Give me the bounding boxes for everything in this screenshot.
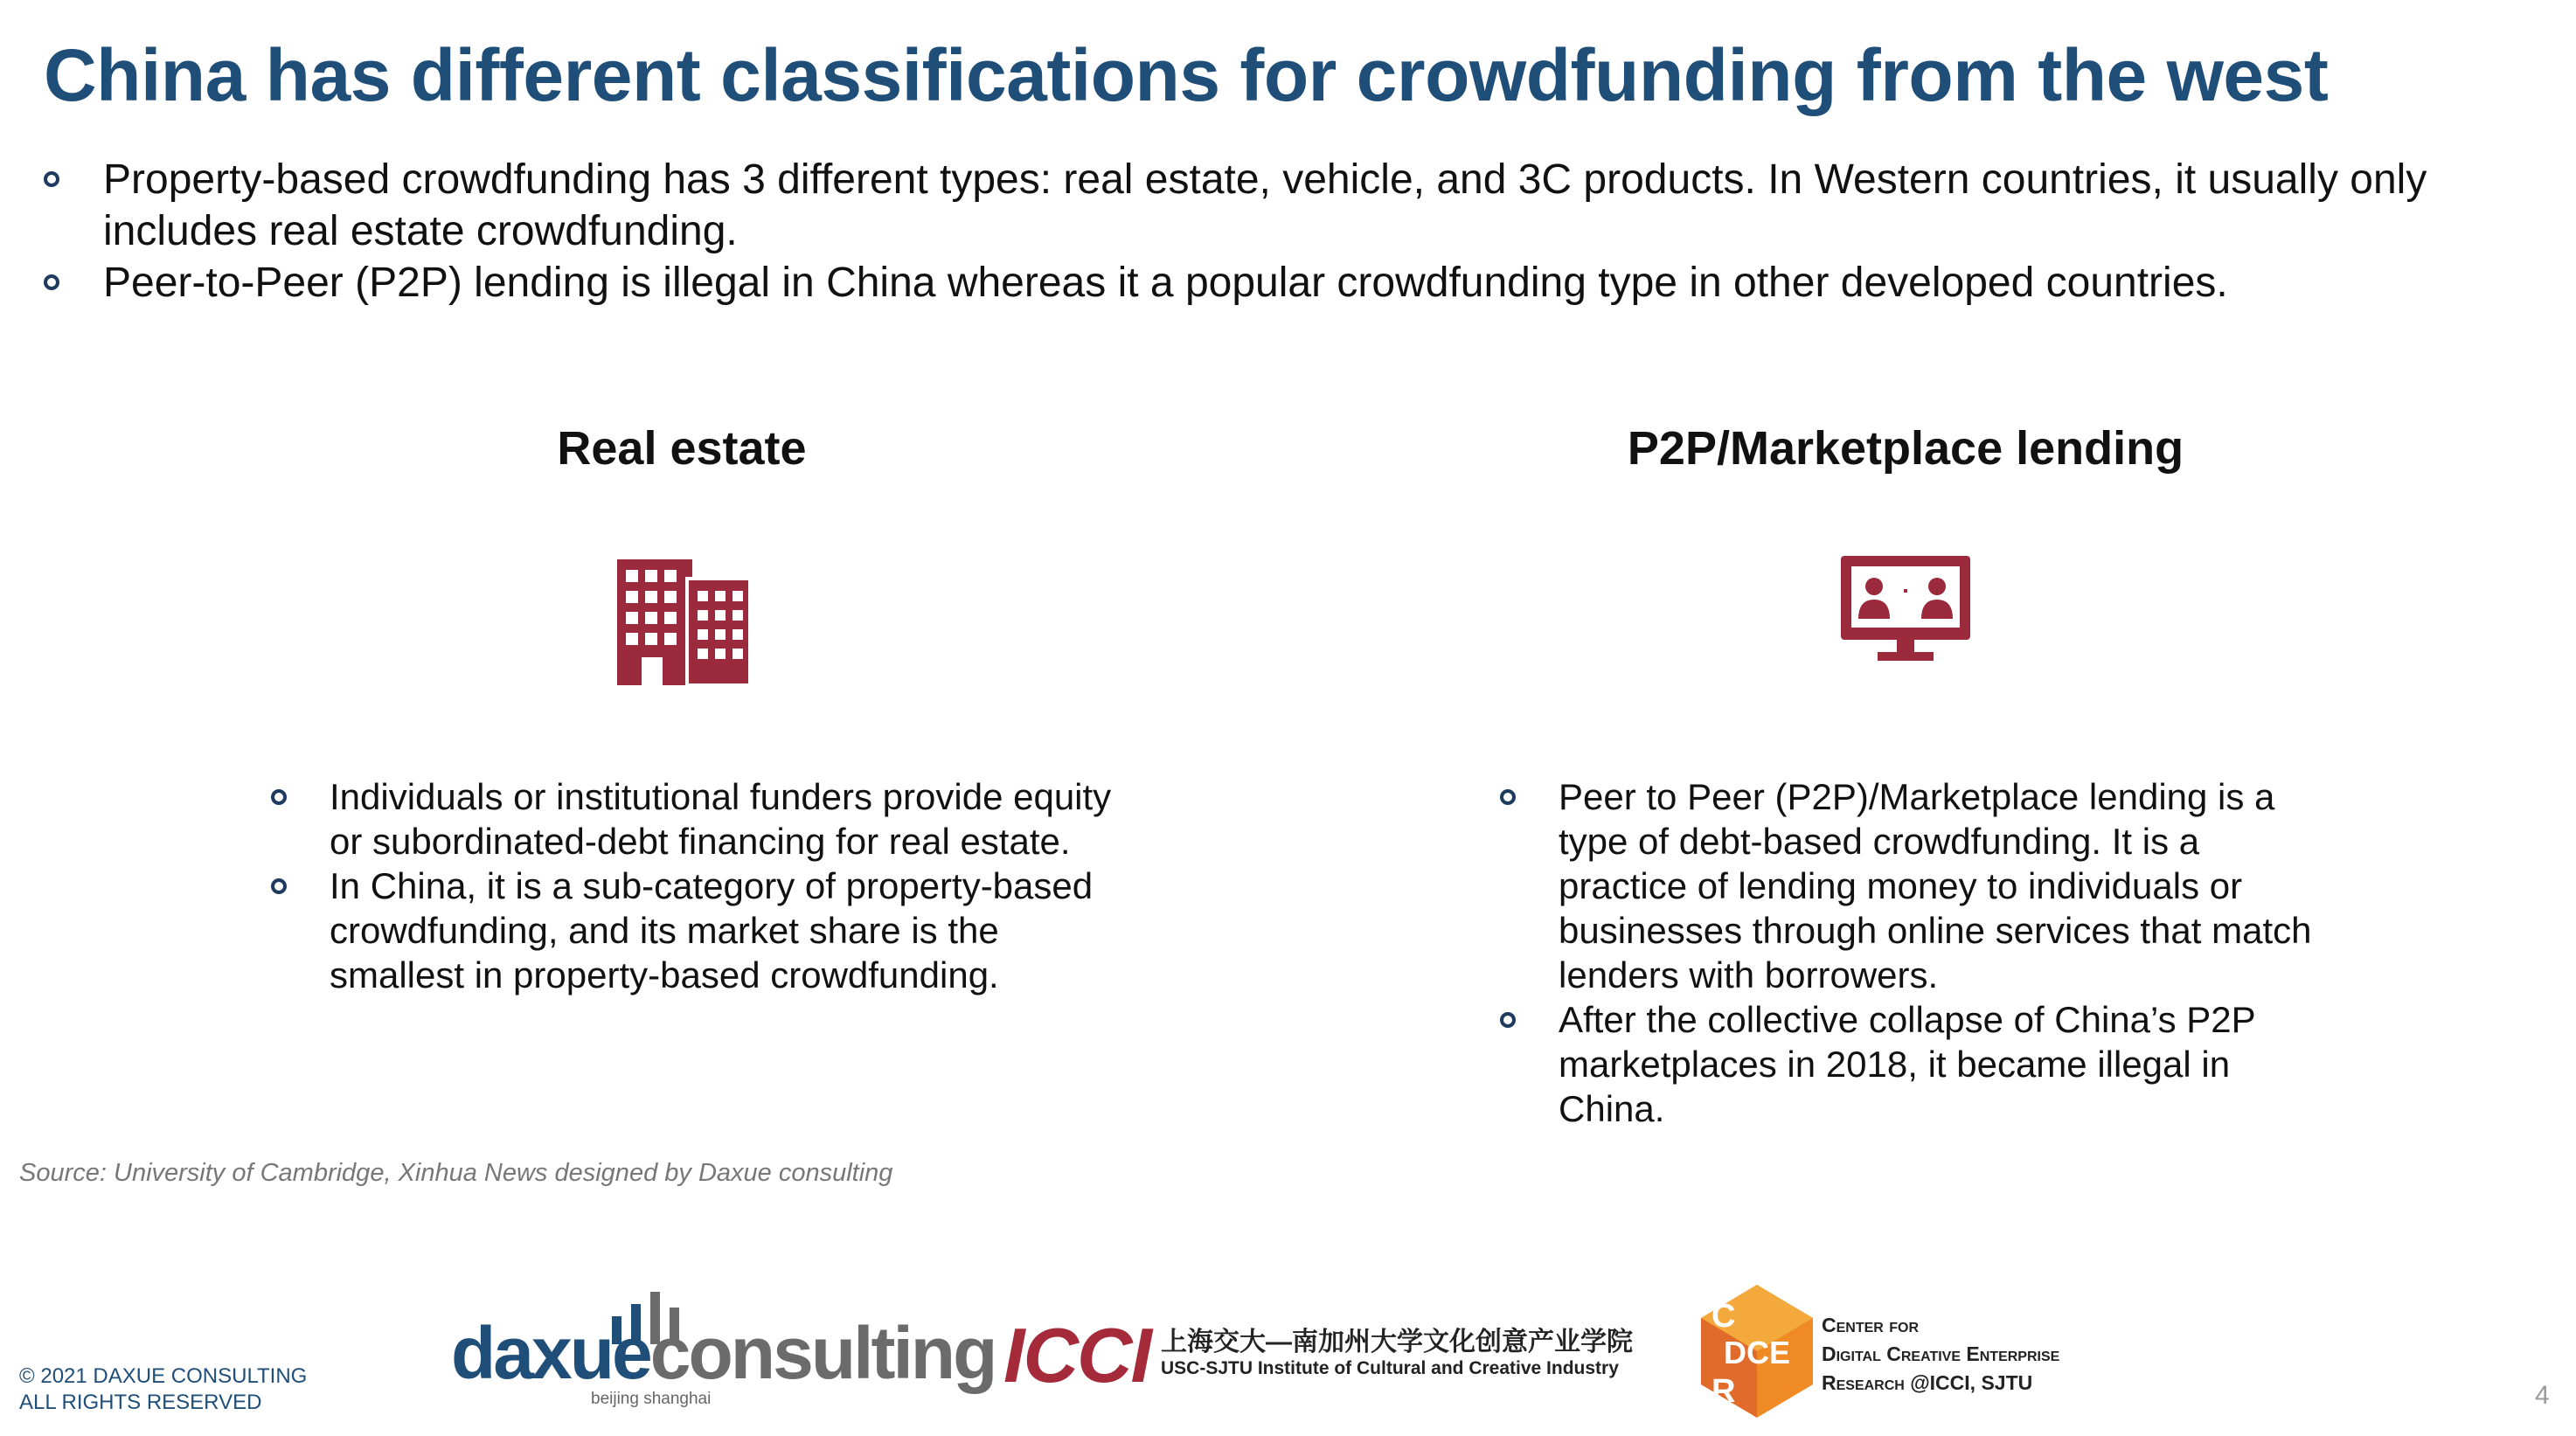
source-note: Source: University of Cambridge, Xinhua News designed by Daxue consulting	[19, 1159, 893, 1187]
monitor-people-icon	[1839, 554, 1972, 664]
icci-chinese-name: 上海交大—南加州大学文化创意产业学院	[1161, 1328, 1633, 1356]
p2p-bullet-list	[1500, 774, 2318, 1131]
icci-logo	[1003, 1311, 1633, 1398]
p2p-heading: P2P/Marketplace lending	[1627, 422, 2184, 475]
bullet-circle-icon	[44, 274, 59, 290]
icci-english-name: USC-SJTU Institute of Cultural and Creative Industry	[1161, 1358, 1619, 1378]
intro-bullet-text: Peer-to-Peer (P2P) lending is illegal in China whereas it a popular crowdfunding type in other developed countries.	[103, 260, 2228, 306]
intro-bullet	[44, 257, 2526, 309]
svg-text:DCE: DCE	[1724, 1335, 1791, 1370]
copyright-line: ALL RIGHTS RESERVED	[19, 1391, 262, 1414]
real-estate-bullet	[271, 864, 1128, 997]
buildings-icon	[615, 552, 752, 687]
daxue-wordmark-part: daxue	[451, 1312, 650, 1394]
daxue-wordmark	[451, 1311, 995, 1396]
cdcer-name-line: Center for	[1822, 1314, 1919, 1336]
daxue-wordmark-part: consulting	[649, 1312, 996, 1394]
daxue-consulting-logo	[451, 1292, 996, 1408]
bullet-circle-icon	[271, 789, 287, 805]
intro-bullet	[44, 154, 2526, 257]
copyright	[19, 1363, 307, 1416]
real-estate-bullet-list	[271, 774, 1128, 997]
p2p-bullet	[1500, 997, 2318, 1131]
cdcer-name	[1822, 1311, 2059, 1398]
svg-text:C: C	[1712, 1298, 1736, 1335]
icci-abbr: ICCI	[1003, 1312, 1150, 1398]
cdcer-logo	[1699, 1283, 2154, 1423]
daxue-tagline: beijing shanghai	[591, 1390, 712, 1408]
p2p-bullet-text: After the collective collapse of China’s P2P marketplaces in 2018, it became illegal in China.	[1559, 999, 2255, 1129]
page-title: China has different classifications for crowdfunding from the west	[44, 34, 2329, 116]
intro-bullet-list	[44, 154, 2526, 309]
real-estate-bullet-text: Individuals or institutional funders provide equity or subordinated-debt financing for real estate.	[330, 776, 1112, 862]
cdcer-name-line: Research @ICCI, SJTU	[1822, 1371, 2033, 1394]
page-number: 4	[2535, 1381, 2550, 1410]
p2p-bullet	[1500, 774, 2318, 997]
intro-bullet-text: Property-based crowdfunding has 3 different types: real estate, vehicle, and 3C products. In Western countries, it usually only includes real estate crowdfunding.	[103, 156, 2427, 254]
real-estate-bullet-text: In China, it is a sub-category of property-based crowdfunding, and its market share is the smallest in property-based crowdfunding.	[330, 865, 1094, 995]
bullet-circle-icon	[271, 878, 287, 894]
bullet-circle-icon	[1500, 789, 1516, 805]
svg-text:R: R	[1712, 1373, 1736, 1410]
p2p-bullet-text: Peer to Peer (P2P)/Marketplace lending is a type of debt-based crowdfunding. It is a practice of lending money to individuals or businesses through online services that match lenders with borrowers.	[1559, 776, 2312, 995]
bullet-circle-icon	[44, 171, 59, 187]
real-estate-bullet	[271, 774, 1128, 864]
copyright-line: © 2021 DAXUE CONSULTING	[19, 1364, 308, 1388]
cdcer-name-line: Digital Creative Enterprise	[1822, 1342, 2060, 1365]
bullet-circle-icon	[1500, 1012, 1516, 1028]
cdcer-hexagon-logo	[1699, 1283, 1815, 1419]
real-estate-heading: Real estate	[557, 422, 807, 475]
